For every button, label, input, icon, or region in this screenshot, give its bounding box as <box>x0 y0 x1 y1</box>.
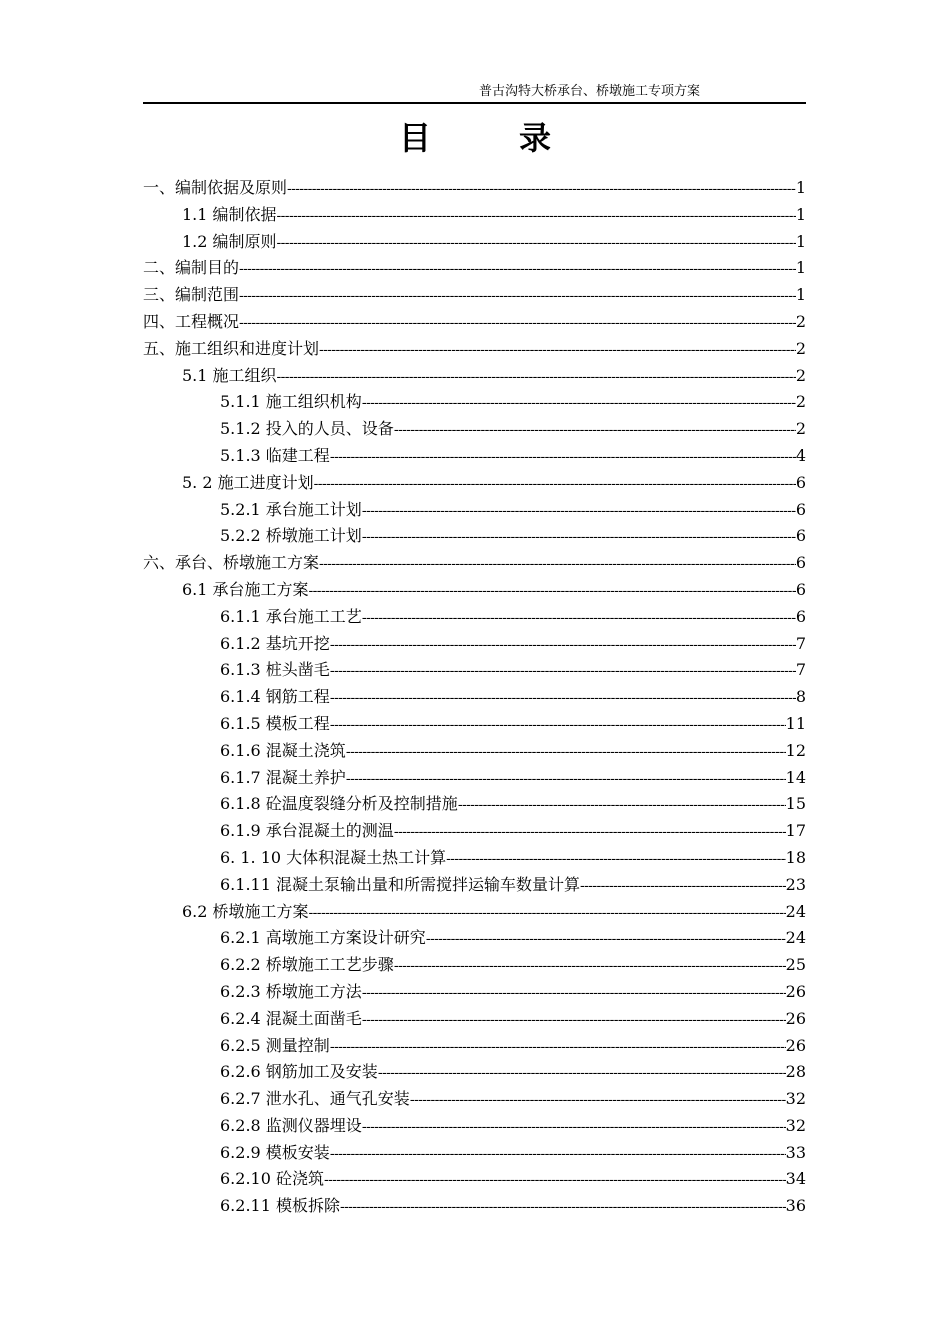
toc-entry-label: 6.1.5 模板工程 <box>220 713 330 733</box>
toc-entry-page: 7 <box>795 633 806 653</box>
toc-entry-page: 14 <box>785 767 806 787</box>
toc-entry-page: 2 <box>795 419 806 439</box>
toc-entry-label: 一、编制依据及原则 <box>143 178 288 197</box>
toc-entry-page: 26 <box>785 1008 806 1028</box>
toc-entry[interactable] <box>143 389 806 416</box>
toc-entry[interactable] <box>143 845 806 872</box>
page-title <box>0 116 950 160</box>
toc-entry[interactable] <box>143 604 806 631</box>
toc-leader-dashes <box>287 176 796 202</box>
toc-entry-label: 5. 2 施工进度计划 <box>182 472 314 492</box>
toc-entry-page: 1 <box>795 285 806 305</box>
toc-entry-label: 三、编制范围 <box>143 285 240 305</box>
toc-entry[interactable] <box>143 1113 806 1140</box>
toc-leader-dashes <box>362 390 796 416</box>
toc-entry-label: 1.2 编制原则 <box>182 231 277 251</box>
toc-leader-dashes <box>239 256 796 282</box>
toc-entry-page: 24 <box>785 901 806 921</box>
toc-entry-page: 6 <box>795 472 806 492</box>
toc-entry[interactable] <box>143 255 806 282</box>
toc-entry-page: 1 <box>795 204 806 224</box>
toc-entry-page: 34 <box>785 1169 806 1189</box>
toc-entry-page: 28 <box>785 1062 806 1082</box>
toc-entry-label: 四、工程概况 <box>143 311 240 331</box>
toc-entry-label: 6.1.4 钢筋工程 <box>220 687 330 707</box>
toc-entry-label: 6.2.5 测量控制 <box>220 1035 330 1055</box>
toc-leader-dashes <box>277 230 796 256</box>
toc-leader-dashes <box>346 766 786 792</box>
toc-entry-label: 6.1 承台施工方案 <box>182 579 309 599</box>
toc-entry-label: 6.1.1 承台施工工艺 <box>220 606 362 626</box>
toc-entry[interactable] <box>143 657 806 684</box>
toc-entry-label: 6.1.9 承台混凝土的测温 <box>220 821 394 841</box>
toc-entry[interactable] <box>143 229 806 256</box>
toc-entry-label: 6.2.1 高墩施工方案设计研究 <box>220 928 426 948</box>
toc-entry[interactable] <box>143 309 806 336</box>
toc-entry-page: 25 <box>785 955 806 975</box>
toc-leader-dashes <box>362 1114 786 1140</box>
toc-leader-dashes <box>346 739 786 765</box>
toc-entry[interactable] <box>143 631 806 658</box>
toc-entry-page: 18 <box>785 847 806 867</box>
toc-entry-label: 6.2.4 混凝土面凿毛 <box>220 1008 362 1028</box>
toc-leader-dashes <box>394 819 786 845</box>
toc-leader-dashes <box>330 658 796 684</box>
toc-leader-dashes <box>394 417 796 443</box>
toc-entry[interactable] <box>143 202 806 229</box>
toc-entry[interactable] <box>143 711 806 738</box>
toc-leader-dashes <box>330 1034 786 1060</box>
toc-entry[interactable] <box>143 899 806 926</box>
toc-leader-dashes <box>362 1007 786 1033</box>
toc-entry[interactable] <box>143 175 806 202</box>
toc-entry-page: 2 <box>795 392 806 412</box>
toc-leader-dashes <box>394 953 786 979</box>
toc-entry-page: 23 <box>785 874 806 894</box>
toc-entry-label: 6.2.8 监测仪器埋设 <box>220 1115 362 1135</box>
toc-entry-page: 11 <box>785 713 806 733</box>
toc-entry-page: 15 <box>785 794 806 814</box>
toc-entry-page: 2 <box>795 365 806 385</box>
toc-entry-page: 36 <box>785 1196 806 1216</box>
toc-entry[interactable] <box>143 952 806 979</box>
toc-entry[interactable] <box>143 791 806 818</box>
toc-entry[interactable] <box>143 363 806 390</box>
toc-entry-page: 7 <box>795 660 806 680</box>
toc-entry-label: 5.2.2 桥墩施工计划 <box>220 526 362 546</box>
toc-leader-dashes <box>362 524 796 550</box>
header-title: 普古沟特大桥承台、桥墩施工专项方案 <box>478 84 700 99</box>
toc-leader-dashes <box>324 1167 786 1193</box>
toc-leader-dashes <box>362 498 796 524</box>
toc-entry-page: 32 <box>785 1115 806 1135</box>
toc-entry[interactable] <box>143 550 806 577</box>
toc-entry[interactable] <box>143 1059 806 1086</box>
toc-entry-page: 12 <box>785 740 806 760</box>
toc-leader-dashes <box>319 337 796 363</box>
toc-leader-dashes <box>330 444 796 470</box>
toc-entry-label: 5.1 施工组织 <box>182 365 277 385</box>
toc-entry[interactable] <box>143 684 806 711</box>
toc-entry[interactable] <box>143 470 806 497</box>
toc-entry-page: 4 <box>795 445 806 465</box>
toc-entry-page: 6 <box>795 526 806 546</box>
toc-entry-label: 6.2.3 桥墩施工方法 <box>220 981 362 1001</box>
toc-entry[interactable] <box>143 577 806 604</box>
toc-entry[interactable] <box>143 416 806 443</box>
toc-entry-label: 6.1.6 混凝土浇筑 <box>220 740 346 760</box>
toc-entry-label: 六、承台、桥墩施工方案 <box>143 553 320 573</box>
toc-leader-dashes <box>277 203 796 229</box>
toc-entry[interactable] <box>143 872 806 899</box>
toc-leader-dashes <box>362 605 796 631</box>
toc-entry-label: 6.2 桥墩施工方案 <box>182 901 309 921</box>
toc-entry-page: 1 <box>795 258 806 278</box>
title-char-left: 目 <box>398 119 431 157</box>
toc-entry[interactable] <box>143 979 806 1006</box>
toc-leader-dashes <box>330 632 796 658</box>
toc-entry-page: 1 <box>795 178 806 197</box>
table-of-contents <box>143 175 806 1220</box>
toc-entry-label: 6.2.2 桥墩施工工艺步骤 <box>220 955 394 975</box>
toc-entry[interactable] <box>143 1033 806 1060</box>
toc-leader-dashes <box>340 1194 786 1220</box>
page-header <box>143 84 806 104</box>
toc-entry-label: 5.1.3 临建工程 <box>220 445 330 465</box>
toc-entry[interactable] <box>143 738 806 765</box>
toc-leader-dashes <box>330 1141 786 1167</box>
toc-leader-dashes <box>319 551 796 577</box>
toc-entry[interactable] <box>143 1166 806 1193</box>
toc-leader-dashes <box>580 873 786 899</box>
toc-leader-dashes <box>314 471 796 497</box>
toc-entry[interactable] <box>143 1086 806 1113</box>
toc-entry-label: 二、编制目的 <box>143 258 240 278</box>
toc-entry-label: 6.1.11 混凝土泵输出量和所需搅拌运输车数量计算 <box>220 874 580 894</box>
toc-leader-dashes <box>426 926 786 952</box>
toc-entry[interactable] <box>143 1140 806 1167</box>
toc-entry-label: 6.1.3 桩头凿毛 <box>220 660 330 680</box>
toc-entry-label: 6.2.10 砼浇筑 <box>220 1169 324 1189</box>
toc-entry-label: 6.1.8 砼温度裂缝分析及控制措施 <box>220 794 458 814</box>
toc-entry-page: 2 <box>795 311 806 331</box>
toc-entry-page: 26 <box>785 981 806 1001</box>
toc-entry-page: 2 <box>795 338 806 358</box>
toc-entry[interactable] <box>143 818 806 845</box>
toc-leader-dashes <box>239 283 796 309</box>
toc-entry-page: 24 <box>785 928 806 948</box>
toc-leader-dashes <box>277 364 796 390</box>
toc-entry-label: 6.1.7 混凝土养护 <box>220 767 346 787</box>
toc-leader-dashes <box>362 980 786 1006</box>
toc-entry-label: 6.2.9 模板安装 <box>220 1142 330 1162</box>
toc-leader-dashes <box>446 846 785 872</box>
toc-entry[interactable] <box>143 765 806 792</box>
toc-entry-page: 6 <box>795 606 806 626</box>
toc-leader-dashes <box>410 1087 786 1113</box>
toc-entry-page: 26 <box>785 1035 806 1055</box>
toc-entry-page: 6 <box>795 499 806 519</box>
toc-leader-dashes <box>239 310 796 336</box>
toc-entry[interactable] <box>143 443 806 470</box>
toc-entry[interactable] <box>143 1006 806 1033</box>
toc-entry-page: 6 <box>795 579 806 599</box>
toc-entry-label: 5.1.1 施工组织机构 <box>220 392 362 412</box>
toc-entry-page: 32 <box>785 1089 806 1109</box>
toc-entry-label: 5.1.2 投入的人员、设备 <box>220 419 394 439</box>
toc-leader-dashes <box>330 712 786 738</box>
toc-entry-label: 6.2.7 泄水孔、通气孔安装 <box>220 1089 410 1109</box>
toc-leader-dashes <box>458 792 786 818</box>
toc-entry[interactable] <box>143 497 806 524</box>
toc-entry-label: 五、施工组织和进度计划 <box>143 338 320 358</box>
toc-entry-page: 8 <box>795 687 806 707</box>
toc-leader-dashes <box>330 685 796 711</box>
toc-leader-dashes <box>309 578 796 604</box>
toc-entry[interactable] <box>143 1193 806 1220</box>
toc-entry[interactable] <box>143 336 806 363</box>
toc-leader-dashes <box>309 900 786 926</box>
toc-entry-page: 1 <box>795 231 806 251</box>
toc-entry-label: 6. 1. 10 大体积混凝土热工计算 <box>220 847 447 867</box>
toc-entry-label: 1.1 编制依据 <box>182 204 277 224</box>
title-char-right: 录 <box>519 119 552 157</box>
toc-entry-page: 6 <box>795 553 806 573</box>
toc-entry-page: 33 <box>785 1142 806 1162</box>
toc-leader-dashes <box>378 1060 786 1086</box>
toc-entry-label: 6.2.6 钢筋加工及安装 <box>220 1062 378 1082</box>
toc-entry[interactable] <box>143 282 806 309</box>
toc-entry-label: 6.2.11 模板拆除 <box>220 1196 340 1216</box>
toc-entry-label: 5.2.1 承台施工计划 <box>220 499 362 519</box>
toc-entry[interactable] <box>143 523 806 550</box>
toc-entry-page: 17 <box>785 821 806 841</box>
toc-entry-label: 6.1.2 基坑开挖 <box>220 633 330 653</box>
toc-entry[interactable] <box>143 925 806 952</box>
